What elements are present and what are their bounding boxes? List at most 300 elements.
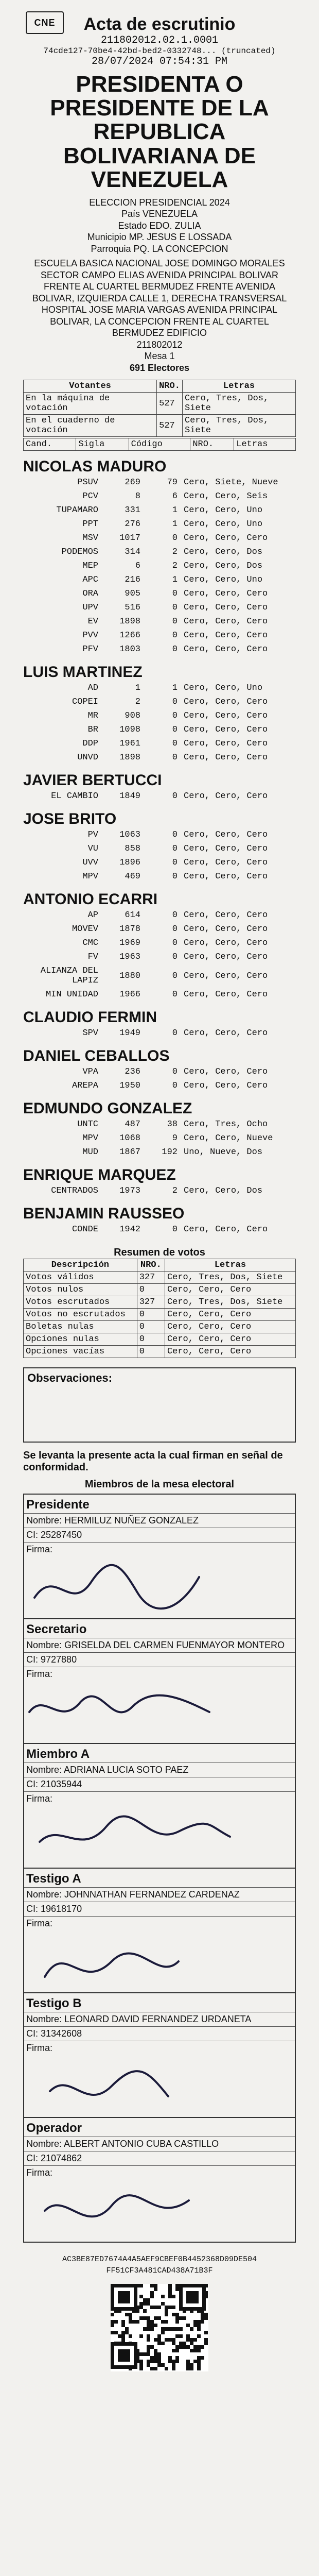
handwritten-signature [24, 2180, 292, 2242]
party-row [23, 559, 296, 573]
party-votes-letters: Cero, Cero, Cero [184, 1081, 268, 1091]
summary-letters: Cero, Cero, Cero [165, 1309, 295, 1321]
party-code: 1266 [119, 631, 140, 641]
member-role: Secretario [26, 1622, 87, 1637]
summary-number: 0 [137, 1346, 165, 1358]
party-votes-letters: Cero, Cero, Uno [184, 683, 263, 693]
party-code: 1898 [119, 753, 140, 763]
member-name: Nombre: GRISELDA DEL CARMEN FUENMAYOR MONTERO [24, 1638, 295, 1652]
footer-hash-1: AC3BE87ED7674A4A5AEF9CBEF0B4452368D09DE504 [62, 2255, 257, 2264]
col-head: NRO. [190, 438, 234, 451]
state: Estado EDO. ZULIA [118, 220, 201, 231]
party-votes-letters: Cero, Cero, Uno [184, 519, 263, 530]
voters-cell: 527 [157, 415, 183, 437]
party-votes: 1 [172, 575, 178, 585]
party-code: 1068 [119, 1133, 140, 1144]
party-code: 1803 [119, 645, 140, 655]
summary-letters: Cero, Cero, Cero [165, 1321, 295, 1333]
party-row [23, 988, 296, 1002]
party-row [23, 922, 296, 936]
party-row [23, 856, 296, 870]
handwritten-signature [24, 2055, 292, 2117]
candidate-block [23, 1047, 296, 1093]
party-code: 1950 [119, 1081, 140, 1091]
datetime: 28/07/2024 07:54:31 PM [91, 56, 228, 67]
party-row [23, 476, 296, 489]
party-sigla: AREPA [72, 1081, 98, 1091]
party-sigla: ORA [82, 589, 98, 599]
candidate-name: ANTONIO ECARRI [23, 891, 158, 908]
summary-col-head: NRO. [137, 1259, 165, 1272]
party-row [23, 964, 296, 988]
candidate-name: JAVIER BERTUCCI [23, 772, 162, 789]
summary-desc: Votos nulos [24, 1284, 137, 1296]
party-sigla: MUD [82, 1147, 98, 1158]
party-sigla: PSUV [77, 478, 98, 488]
signature-area [24, 1556, 295, 1618]
party-code: 614 [125, 910, 140, 921]
party-code: 1942 [119, 1225, 140, 1235]
party-sigla: PV [87, 830, 98, 840]
summary-title: Resumen de votos [114, 1247, 205, 1259]
party-votes: 0 [172, 952, 178, 962]
party-votes: 79 [167, 478, 178, 488]
member-name: Nombre: HERMILUZ NUÑEZ GONZALEZ [24, 1513, 295, 1528]
voters-table [23, 380, 296, 437]
candidate-columns-header [23, 438, 296, 451]
handwritten-signature [24, 1556, 292, 1618]
member-section [24, 1495, 295, 1618]
party-row [23, 573, 296, 587]
party-row [23, 489, 296, 503]
party-row [23, 789, 296, 803]
party-sigla: CENTRADOS [51, 1186, 98, 1196]
party-row [23, 615, 296, 629]
summary-number: 0 [137, 1333, 165, 1346]
party-sigla: UVV [82, 858, 98, 868]
party-sigla: PFV [82, 645, 98, 655]
party-votes: 2 [172, 561, 178, 571]
footer-area [23, 2255, 296, 2374]
member-section [24, 1868, 295, 1992]
summary-header-row [24, 1259, 296, 1272]
party-votes: 0 [172, 924, 178, 935]
member-role: Presidente [26, 1498, 90, 1512]
party-sigla: PODEMOS [61, 547, 98, 557]
party-votes-letters: Cero, Cero, Cero [184, 924, 268, 935]
signature-area [24, 1681, 295, 1743]
summary-number: 0 [137, 1321, 165, 1333]
candidate-name: CLAUDIO FERMIN [23, 1009, 157, 1026]
party-row [23, 723, 296, 737]
party-code: 1017 [119, 533, 140, 544]
candidates-list [23, 458, 296, 1236]
member-firma-label: Firma: [24, 2041, 295, 2055]
party-code: 236 [125, 1067, 140, 1077]
candidate-party-table [23, 1026, 296, 1040]
summary-col-head: Letras [165, 1259, 295, 1272]
parish: Parroquia PQ. LA CONCEPCION [91, 243, 228, 254]
summary-letters: Cero, Tres, Dos, Siete [165, 1272, 295, 1284]
party-votes: 192 [162, 1147, 178, 1158]
summary-desc: Votos no escrutados [24, 1309, 137, 1321]
party-votes-letters: Cero, Cero, Cero [184, 603, 268, 613]
voters-row [24, 393, 296, 415]
party-sigla: DDP [82, 739, 98, 749]
party-votes-letters: Uno, Nueve, Dos [184, 1147, 263, 1158]
party-code: 1969 [119, 938, 140, 948]
party-sigla: MEP [82, 561, 98, 571]
party-code: 908 [125, 711, 140, 721]
party-sigla: CMC [82, 938, 98, 948]
party-votes-letters: Cero, Cero, Cero [184, 872, 268, 882]
party-sigla: MOVEV [72, 924, 98, 935]
party-sigla: AD [87, 683, 98, 693]
party-row [23, 545, 296, 559]
party-row [23, 751, 296, 765]
party-votes-letters: Cero, Cero, Cero [184, 952, 268, 962]
col-head: Sigla [76, 438, 129, 451]
party-row [23, 1223, 296, 1236]
party-votes: 0 [172, 631, 178, 641]
member-ci: CI: 9727880 [24, 1652, 295, 1667]
party-row [23, 601, 296, 615]
party-votes-letters: Cero, Cero, Cero [184, 711, 268, 721]
party-row [23, 737, 296, 751]
party-votes: 0 [172, 872, 178, 882]
party-votes-letters: Cero, Cero, Cero [184, 938, 268, 948]
summary-table [23, 1259, 296, 1358]
conformity-text: Se levanta la presente acta la cual firman en señal de conformidad. [23, 1450, 283, 1473]
handwritten-signature [24, 1930, 292, 1992]
candidate-party-table [23, 908, 296, 1002]
party-sigla: VU [87, 844, 98, 854]
party-votes-letters: Cero, Cero, Cero [184, 645, 268, 655]
party-votes: 1 [172, 505, 178, 516]
member-firma-label: Firma: [24, 1667, 295, 1681]
party-row [23, 1145, 296, 1159]
party-votes: 38 [167, 1120, 178, 1130]
party-sigla: AP [87, 910, 98, 921]
candidate-name: ENRIQUE MARQUEZ [23, 1166, 176, 1184]
party-sigla: ALIANZA DEL LAPIZ [40, 966, 98, 986]
party-code: 1867 [119, 1147, 140, 1158]
member-name: Nombre: ADRIANA LUCIA SOTO PAEZ [24, 1762, 295, 1777]
party-code: 1961 [119, 739, 140, 749]
party-code: 516 [125, 603, 140, 613]
candidate-party-table [23, 681, 296, 765]
candidate-party-table [23, 1184, 296, 1198]
party-votes-letters: Cero, Cero, Cero [184, 617, 268, 627]
election-type: ELECCION PRESIDENCIAL 2024 [89, 197, 230, 208]
party-votes: 0 [172, 1067, 178, 1077]
party-votes-letters: Cero, Cero, Cero [184, 739, 268, 749]
party-votes: 1 [172, 519, 178, 530]
party-votes: 6 [172, 492, 178, 502]
party-row [23, 936, 296, 950]
member-section [24, 2117, 295, 2242]
party-code: 1063 [119, 830, 140, 840]
summary-desc: Boletas nulas [24, 1321, 137, 1333]
party-votes: 0 [172, 910, 178, 921]
party-row [23, 1117, 296, 1131]
party-votes-letters: Cero, Cero, Cero [184, 533, 268, 544]
party-sigla: PCV [82, 492, 98, 502]
party-code: 269 [125, 478, 140, 488]
candidate-block [23, 458, 296, 656]
party-row [23, 629, 296, 642]
municipality: Municipio MP. JESUS E LOSSADA [87, 232, 232, 243]
party-code: 1896 [119, 858, 140, 868]
party-code: 1949 [119, 1028, 140, 1039]
party-code: 1098 [119, 725, 140, 735]
party-votes-letters: Cero, Cero, Cero [184, 844, 268, 854]
summary-row [24, 1296, 296, 1309]
candidate-header-row [24, 438, 296, 451]
party-row [23, 531, 296, 545]
voters-cell: Cero, Tres, Dos, Siete [182, 415, 295, 437]
voters-col-head: Letras [182, 380, 295, 393]
candidate-block [23, 772, 296, 803]
voters-cell: En el cuaderno de votación [24, 415, 157, 437]
party-votes-letters: Cero, Cero, Dos [184, 547, 263, 557]
logo-text: CNE [34, 17, 56, 28]
summary-desc: Votos válidos [24, 1272, 137, 1284]
voters-header-row [24, 380, 296, 393]
center-code: 211802012 [136, 339, 183, 350]
candidate-block [23, 1009, 296, 1040]
party-votes-letters: Cero, Cero, Uno [184, 505, 263, 516]
party-votes-letters: Cero, Tres, Ocho [184, 1120, 268, 1130]
summary-desc: Opciones vacías [24, 1346, 137, 1358]
party-row [23, 1065, 296, 1079]
party-code: 216 [125, 575, 140, 585]
summary-desc: Votos escrutados [24, 1296, 137, 1309]
party-sigla: UNVD [77, 753, 98, 763]
party-votes-letters: Cero, Cero, Cero [184, 791, 268, 802]
party-votes-letters: Cero, Cero, Uno [184, 575, 263, 585]
party-code: 858 [125, 844, 140, 854]
party-code: 1878 [119, 924, 140, 935]
party-votes: 0 [172, 791, 178, 802]
summary-letters: Cero, Cero, Cero [165, 1284, 295, 1296]
party-votes-letters: Cero, Cero, Cero [184, 589, 268, 599]
party-votes: 0 [172, 971, 178, 981]
party-votes-letters: Cero, Cero, Cero [184, 990, 268, 1000]
party-row [23, 870, 296, 884]
observations-box [23, 1367, 296, 1443]
member-ci: CI: 21074862 [24, 2151, 295, 2165]
footer-hash-2: FF51CF3A481CAD438A71B3F [106, 2266, 213, 2276]
party-votes: 0 [172, 1225, 178, 1235]
party-votes-letters: Cero, Cero, Cero [184, 725, 268, 735]
party-row [23, 695, 296, 709]
party-votes-letters: Cero, Cero, Cero [184, 1067, 268, 1077]
member-role: Miembro A [26, 1747, 90, 1761]
party-code: 331 [125, 505, 140, 516]
party-votes: 0 [172, 938, 178, 948]
members-title: Miembros de la mesa electoral [84, 1479, 235, 1490]
voters-col-head: Votantes [24, 380, 157, 393]
party-row [23, 908, 296, 922]
party-sigla: MIN UNIDAD [45, 990, 98, 1000]
party-votes: 0 [172, 830, 178, 840]
election-title: PRESIDENTA O PRESIDENTE DE LA REPUBLICA BOLIVARIANA DE VENEZUELA [50, 72, 269, 192]
member-firma-label: Firma: [24, 1791, 295, 1806]
party-row [23, 842, 296, 856]
col-head: Código [129, 438, 190, 451]
member-firma-label: Firma: [24, 1916, 295, 1930]
party-votes: 0 [172, 990, 178, 1000]
party-code: 1 [135, 683, 140, 693]
table-number: Mesa 1 [144, 351, 175, 362]
signature-area [24, 2055, 295, 2117]
party-votes: 0 [172, 603, 178, 613]
party-votes: 2 [172, 1186, 178, 1196]
summary-row [24, 1284, 296, 1296]
party-votes-letters: Cero, Cero, Cero [184, 697, 268, 707]
party-sigla: CONDE [72, 1225, 98, 1235]
voting-center: ESCUELA BASICA NACIONAL JOSE DOMINGO MORALES SECTOR CAMPO ELIAS AVENIDA PRINCIPAL BOLIVAR FRENTE AL CUARTEL BERMUDEZ FRENTE AVENIDA BOLIVAR, IZQUIERDA CALLE 1, DERECHA TRANSVERSAL HOSPITAL JOSE MARIA VARGAS AVENIDA PRINCIPAL BOLIVAR, LA CONCEPCION FRENTE AL CUARTEL BERMUDEZ EDIFICIO [32, 258, 287, 338]
candidate-block [23, 664, 296, 765]
party-votes: 1 [172, 683, 178, 693]
summary-number: 0 [137, 1284, 165, 1296]
party-row [23, 517, 296, 531]
party-votes: 0 [172, 617, 178, 627]
party-votes: 0 [172, 725, 178, 735]
candidate-name: DANIEL CEBALLOS [23, 1047, 170, 1065]
party-row [23, 709, 296, 723]
party-sigla: MR [87, 711, 98, 721]
candidate-party-table [23, 828, 296, 884]
party-votes: 0 [172, 589, 178, 599]
member-ci: CI: 19618170 [24, 1902, 295, 1916]
party-code: 1966 [119, 990, 140, 1000]
candidate-block [23, 1166, 296, 1198]
acta-title: Acta de escrutinio [83, 14, 236, 34]
candidate-block [23, 1100, 296, 1159]
party-sigla: PVV [82, 631, 98, 641]
party-votes: 0 [172, 1081, 178, 1091]
party-votes: 0 [172, 533, 178, 544]
party-row [23, 950, 296, 964]
member-section [24, 1743, 295, 1868]
party-votes-letters: Cero, Cero, Cero [184, 1028, 268, 1039]
candidate-party-table [23, 476, 296, 656]
party-sigla: FV [87, 952, 98, 962]
summary-row [24, 1346, 296, 1358]
handwritten-signature [24, 1681, 292, 1743]
qr-code [111, 2284, 208, 2371]
signature-area [24, 1806, 295, 1868]
party-votes-letters: Cero, Cero, Cero [184, 1225, 268, 1235]
party-votes: 0 [172, 1028, 178, 1039]
candidate-block [23, 1205, 296, 1236]
member-name: Nombre: ALBERT ANTONIO CUBA CASTILLO [24, 2137, 295, 2151]
party-votes-letters: Cero, Cero, Cero [184, 858, 268, 868]
summary-number: 0 [137, 1309, 165, 1321]
party-votes: 0 [172, 711, 178, 721]
party-code: 1849 [119, 791, 140, 802]
hash-line: 74cde127-70be4-42bd-bed2-0332748... (truncated) [43, 46, 276, 56]
party-votes: 2 [172, 547, 178, 557]
party-row [23, 681, 296, 695]
candidate-party-table [23, 1223, 296, 1236]
party-code: 1963 [119, 952, 140, 962]
party-code: 276 [125, 519, 140, 530]
party-code: 314 [125, 547, 140, 557]
candidate-block [23, 891, 296, 1002]
party-votes-letters: Cero, Cero, Seis [184, 492, 268, 502]
party-sigla: MPV [82, 1133, 98, 1144]
summary-body [24, 1272, 296, 1358]
party-votes: 0 [172, 753, 178, 763]
party-row [23, 828, 296, 842]
party-code: 1880 [119, 971, 140, 981]
party-votes-letters: Cero, Siete, Nueve [184, 478, 278, 488]
candidate-name: BENJAMIN RAUSSEO [23, 1205, 185, 1223]
member-section [24, 1618, 295, 1743]
party-sigla: COPEI [72, 697, 98, 707]
members-box [23, 1494, 296, 2243]
party-votes-letters: Cero, Cero, Cero [184, 971, 268, 981]
party-votes-letters: Cero, Cero, Cero [184, 631, 268, 641]
party-sigla: EL CAMBIO [51, 791, 98, 802]
member-name: Nombre: JOHNNATHAN FERNANDEZ CARDENAZ [24, 1887, 295, 1902]
member-role: Testigo A [26, 1872, 81, 1886]
party-votes: 0 [172, 844, 178, 854]
summary-letters: Cero, Cero, Cero [165, 1346, 295, 1358]
party-votes-letters: Cero, Cero, Cero [184, 910, 268, 921]
party-votes-letters: Cero, Cero, Dos [184, 1186, 263, 1196]
summary-number: 327 [137, 1272, 165, 1284]
party-code: 6 [135, 561, 140, 571]
col-head: Cand. [24, 438, 76, 451]
candidate-name: JOSE BRITO [23, 810, 117, 828]
voters-col-head: NRO. [157, 380, 183, 393]
signature-area [24, 1930, 295, 1992]
candidate-name: LUIS MARTINEZ [23, 664, 143, 681]
summary-number: 327 [137, 1296, 165, 1309]
summary-col-head: Descripción [24, 1259, 137, 1272]
party-votes: 0 [172, 697, 178, 707]
party-code: 487 [125, 1120, 140, 1130]
col-head: Letras [234, 438, 296, 451]
summary-row [24, 1272, 296, 1284]
party-row [23, 1184, 296, 1198]
signature-area [24, 2180, 295, 2242]
party-row [23, 1026, 296, 1040]
candidate-party-table [23, 789, 296, 803]
party-row [23, 503, 296, 517]
candidate-name: NICOLAS MADURO [23, 458, 167, 476]
party-sigla: MPV [82, 872, 98, 882]
party-code: 8 [135, 492, 140, 502]
party-votes-letters: Cero, Cero, Cero [184, 830, 268, 840]
electors-count: 691 Electores [129, 362, 190, 373]
party-row [23, 1131, 296, 1145]
party-code: 905 [125, 589, 140, 599]
voters-cell: En la máquina de votación [24, 393, 157, 415]
party-votes: 0 [172, 645, 178, 655]
party-sigla: UNTC [77, 1120, 98, 1130]
serial-number: 211802012.02.1.0001 [100, 35, 219, 46]
party-sigla: VPA [82, 1067, 98, 1077]
summary-row [24, 1321, 296, 1333]
summary-letters: Cero, Tres, Dos, Siete [165, 1296, 295, 1309]
party-sigla: MSV [82, 533, 98, 544]
member-name: Nombre: LEONARD DAVID FERNANDEZ URDANETA [24, 2012, 295, 2026]
